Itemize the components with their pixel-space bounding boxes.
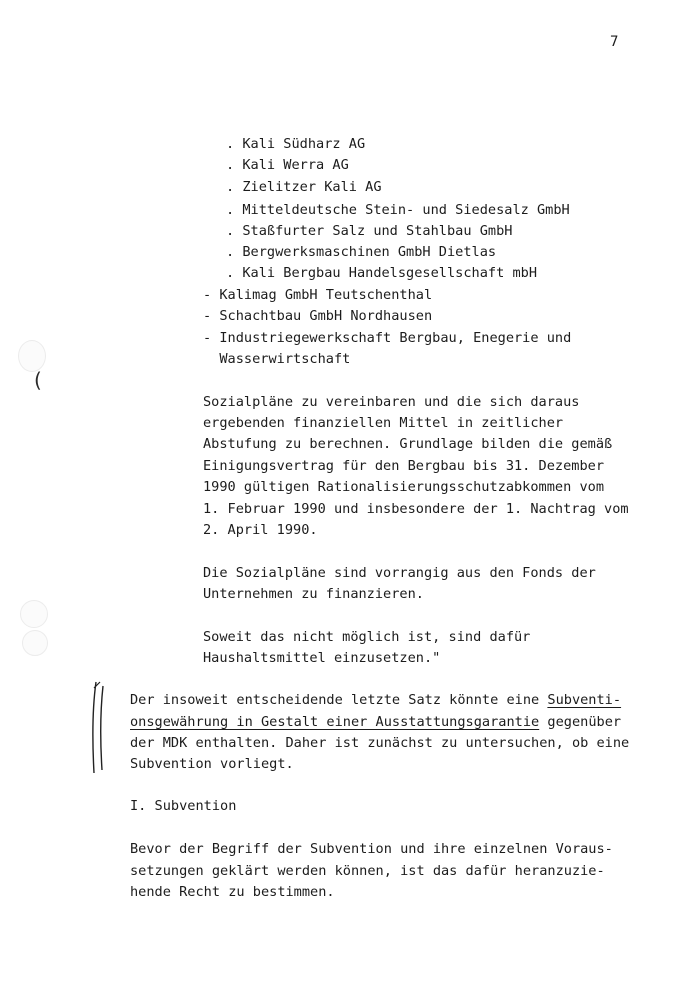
paragraph-line: ergebenden finanziellen Mittel in zeitlicher bbox=[203, 415, 564, 431]
paragraph-line: setzungen geklärt werden können, ist das dafür heranzuzie- bbox=[130, 863, 605, 879]
paragraph-line: Soweit das nicht möglich ist, sind dafür bbox=[203, 629, 531, 645]
paragraph-text: gegenüber bbox=[539, 714, 622, 730]
list-item: . Kali Bergbau Handelsgesellschaft mbH bbox=[226, 265, 537, 281]
paragraph-line: Bevor der Begriff der Subvention und ihre einzelnen Voraus- bbox=[130, 841, 613, 857]
list-item: - Kalimag GmbH Teutschenthal bbox=[203, 287, 433, 303]
paragraph-line: Unternehmen zu finanzieren. bbox=[203, 586, 424, 602]
paragraph-line: Abstufung zu berechnen. Grundlage bilden die gemäß bbox=[203, 436, 613, 452]
paragraph-line: 1990 gültigen Rationalisierungsschutzabkommen vom bbox=[203, 479, 605, 495]
paragraph-line bbox=[130, 712, 621, 733]
list-item: . Staßfurter Salz und Stahlbau GmbH bbox=[226, 223, 513, 239]
underlined-term: onsgewährung in Gestalt einer Ausstattungsgarantie bbox=[130, 714, 540, 730]
margin-bracket-mark bbox=[88, 678, 110, 778]
paragraph-line: Einigungsvertrag für den Bergbau bis 31. Dezember bbox=[203, 458, 605, 474]
paragraph-line: Sozialpläne zu vereinbaren und die sich daraus bbox=[203, 394, 580, 410]
list-item: . Mitteldeutsche Stein- und Siedesalz GmbH bbox=[226, 202, 570, 218]
paragraph-line: der MDK enthalten. Daher ist zunächst zu untersuchen, ob eine bbox=[130, 735, 630, 751]
paragraph-line: Subvention vorliegt. bbox=[130, 756, 294, 772]
page-number: 7 bbox=[610, 34, 619, 50]
section-heading: I. Subvention bbox=[130, 798, 237, 814]
paragraph-line: Die Sozialpläne sind vorrangig aus den Fonds der bbox=[203, 565, 596, 581]
paragraph-line: Haushaltsmittel einzusetzen." bbox=[203, 650, 441, 666]
paragraph-line bbox=[130, 690, 621, 711]
paragraph-line: 2. April 1990. bbox=[203, 522, 318, 538]
punch-hole bbox=[20, 600, 48, 628]
list-item: . Kali Werra AG bbox=[226, 157, 349, 173]
punch-hole bbox=[22, 630, 48, 656]
paragraph-text: Der insoweit entscheidende letzte Satz könnte eine bbox=[130, 692, 548, 708]
list-item: Wasserwirtschaft bbox=[203, 351, 351, 367]
list-item: . Bergwerksmaschinen GmbH Dietlas bbox=[226, 244, 497, 260]
paragraph-line: 1. Februar 1990 und insbesondere der 1. Nachtrag vom bbox=[203, 501, 629, 517]
list-item: - Schachtbau GmbH Nordhausen bbox=[203, 308, 433, 324]
list-item: . Kali Südharz AG bbox=[226, 136, 366, 152]
list-item: . Zielitzer Kali AG bbox=[226, 179, 382, 195]
margin-parenthesis: ( bbox=[34, 368, 42, 392]
underlined-term: Subventi- bbox=[547, 692, 622, 708]
list-item: - Industriegewerkschaft Bergbau, Enegerie und bbox=[203, 330, 572, 346]
paragraph-line: hende Recht zu bestimmen. bbox=[130, 884, 335, 900]
